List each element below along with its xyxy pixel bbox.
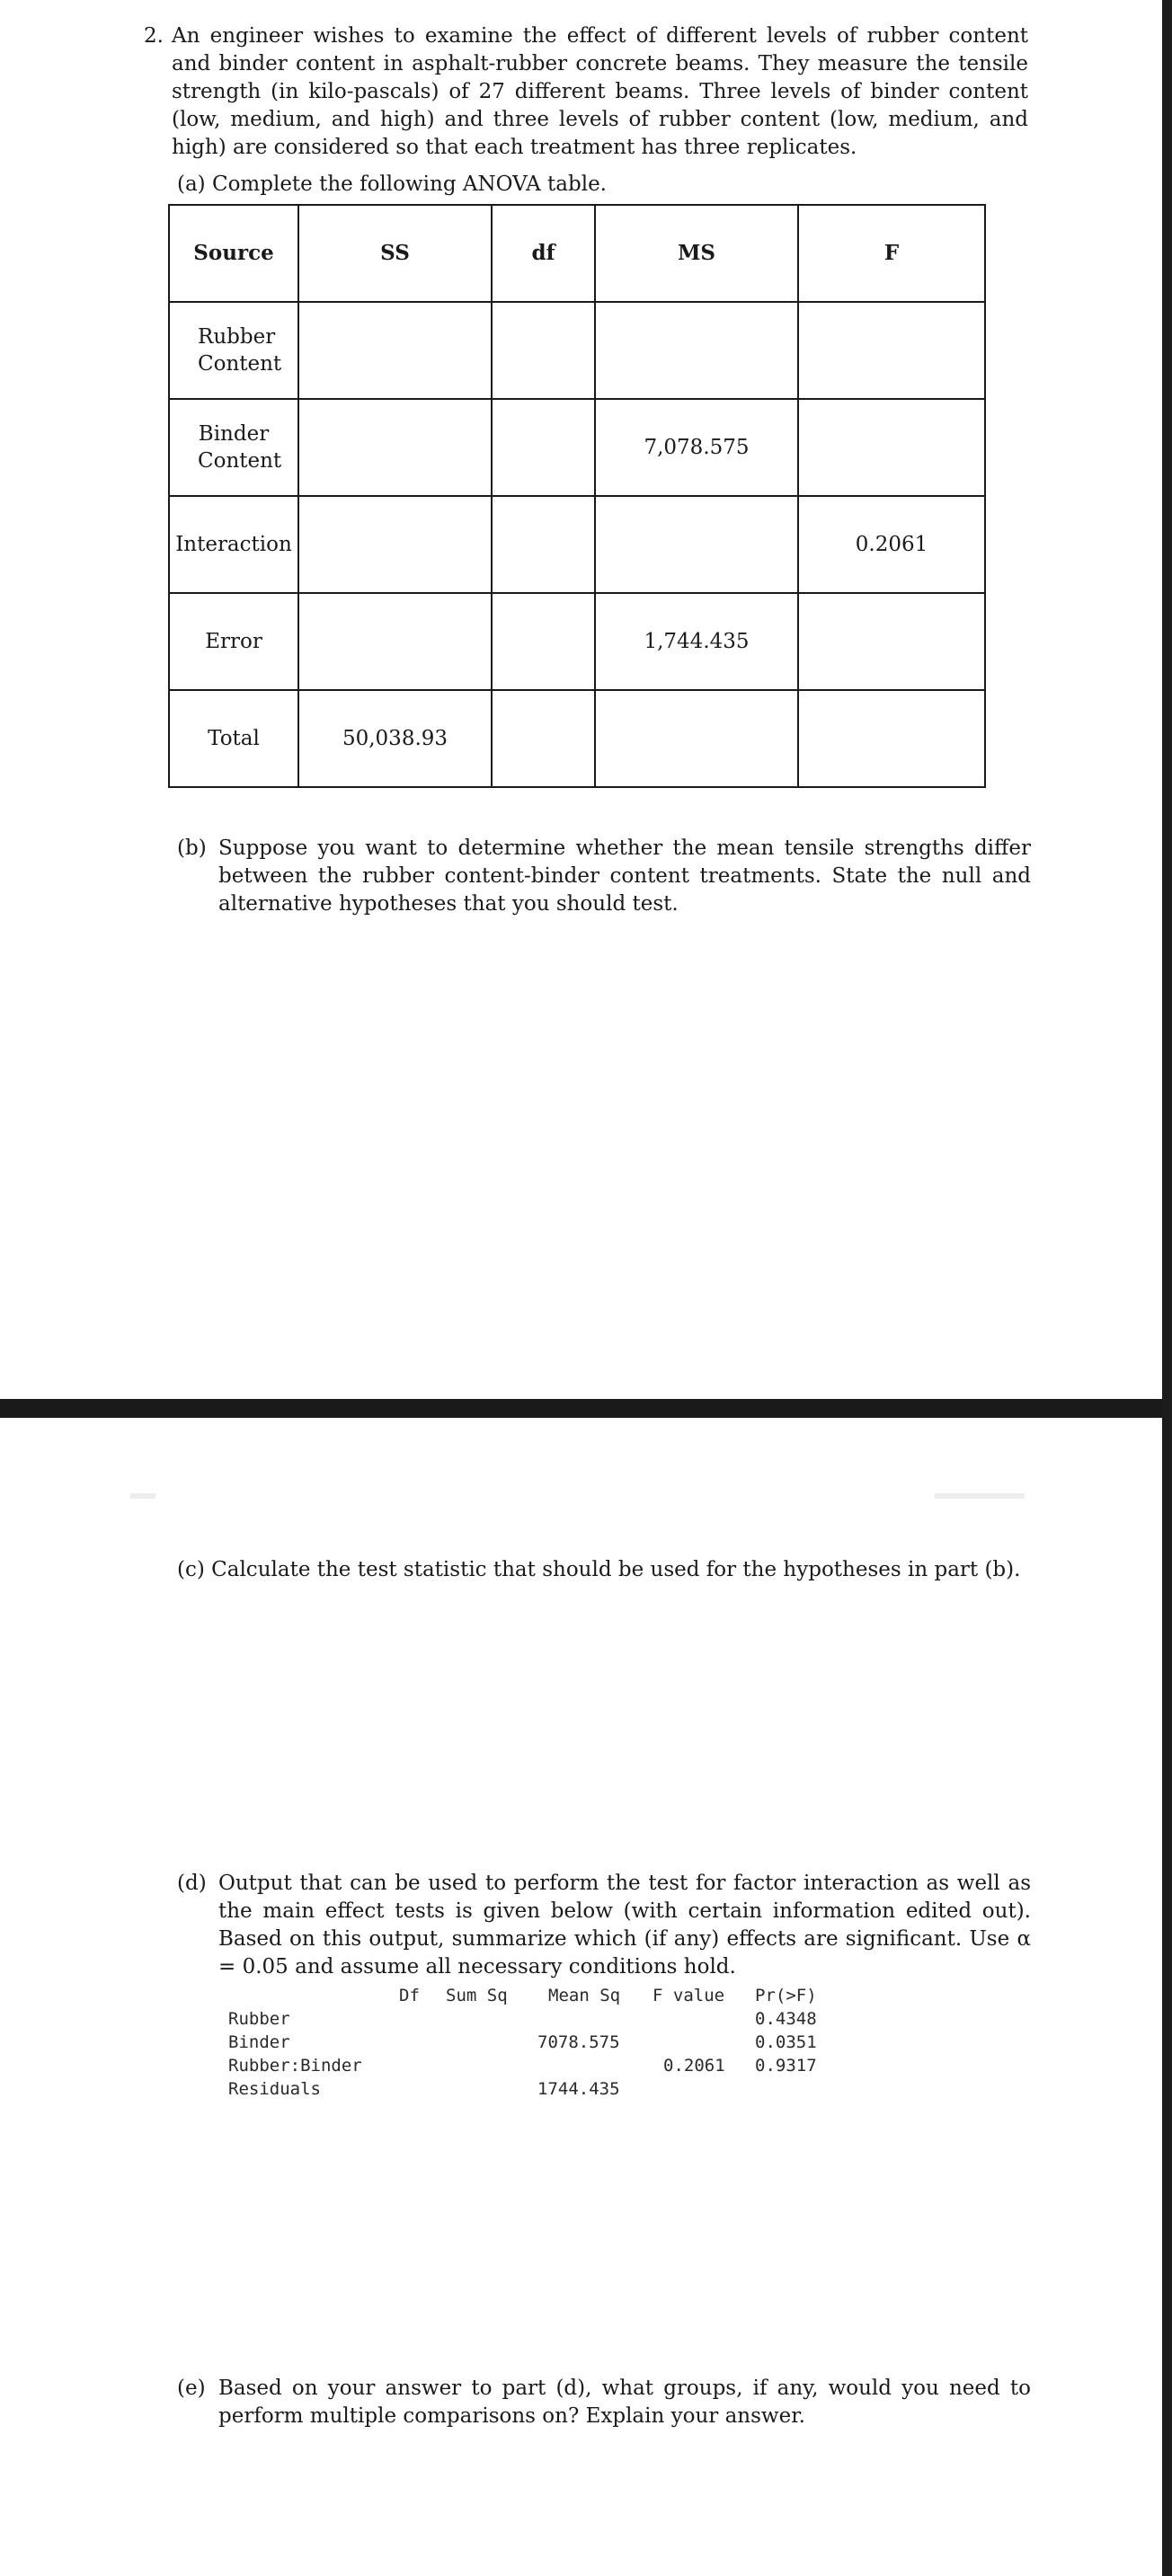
header-ms: MS <box>595 205 798 302</box>
part-a <box>177 171 607 199</box>
part-c <box>177 1556 1031 1584</box>
question-number: 2. <box>144 24 164 48</box>
output-header-sumsq: Sum Sq <box>446 1986 508 2005</box>
ms-cell: 7,078.575 <box>595 399 798 496</box>
f-cell <box>798 399 985 496</box>
output-row-fvalue: 0.2061 <box>663 2056 725 2076</box>
source-cell: Total <box>169 690 298 787</box>
ms-cell <box>595 496 798 593</box>
output-header-df: Df <box>399 1986 420 2005</box>
part-a-label: (a) <box>177 173 206 196</box>
source-cell <box>169 399 298 496</box>
ss-cell <box>298 399 492 496</box>
output-header-fvalue: F value <box>653 1986 725 2005</box>
output-header-pr: Pr(>F) <box>755 1986 817 2005</box>
header-source: Source <box>169 205 298 302</box>
part-b-text: Suppose you want to determine whether the mean tensile strengths differ between the rubber content-binder content treatments. State the null and alternative hypotheses that you should test. <box>218 837 1031 916</box>
header-f: F <box>798 205 985 302</box>
source-cell: Interaction <box>169 496 298 593</box>
ss-cell: 50,038.93 <box>298 690 492 787</box>
table-row <box>169 690 985 787</box>
df-cell <box>492 690 595 787</box>
header-df: df <box>492 205 595 302</box>
f-cell <box>798 690 985 787</box>
output-row-p: 0.0351 <box>755 2032 817 2052</box>
source-cell <box>169 302 298 399</box>
output-header-meansq: Mean Sq <box>548 1986 621 2005</box>
f-cell <box>798 302 985 399</box>
ms-cell <box>595 690 798 787</box>
source-cell: Error <box>169 593 298 690</box>
output-row-p: 0.4348 <box>755 2009 817 2029</box>
df-cell <box>492 399 595 496</box>
f-cell <box>798 593 985 690</box>
output-row-name: Residuals <box>228 2079 321 2099</box>
f-cell: 0.2061 <box>798 496 985 593</box>
part-e-text: Based on your answer to part (d), what groups, if any, would you need to perform multiple comparisons on? Explain your answer. <box>218 2377 1031 2428</box>
df-cell <box>492 496 595 593</box>
anova-header-row <box>169 205 985 302</box>
ms-cell: 1,744.435 <box>595 593 798 690</box>
table-row <box>169 399 985 496</box>
ss-cell <box>298 593 492 690</box>
output-row-name: Rubber <box>228 2009 290 2029</box>
question-text: An engineer wishes to examine the effect of different levels of rubber content and binder content in asphalt-rubber concrete beams. They measure the tensile strength (in kilo-pascals) of 27 different beams. Three levels of binder content (low, medium, and high) and three levels of rubber content (low, medium, and high) are considered so that each treatment has three replicates. <box>172 24 1028 159</box>
part-b-label: (b) <box>177 837 207 860</box>
df-cell <box>492 302 595 399</box>
scan-artifact <box>935 1493 1025 1499</box>
output-row-meansq: 7078.575 <box>537 2032 620 2052</box>
part-d-label: (d) <box>177 1872 207 1895</box>
output-row-meansq: 1744.435 <box>537 2079 620 2099</box>
table-row <box>169 496 985 593</box>
header-ss: SS <box>298 205 492 302</box>
table-row <box>169 593 985 690</box>
part-c-label: (c) <box>177 1558 205 1581</box>
ss-cell <box>298 302 492 399</box>
ss-cell <box>298 496 492 593</box>
table-row <box>169 302 985 399</box>
source-label: Rubber Content <box>198 325 282 376</box>
ms-cell <box>595 302 798 399</box>
part-e-label: (e) <box>177 2377 206 2400</box>
anova-table <box>168 204 986 788</box>
part-a-text: Complete the following ANOVA table. <box>211 173 607 196</box>
scan-artifact <box>130 1493 155 1499</box>
source-label: Binder Content <box>198 422 282 473</box>
df-cell <box>492 593 595 690</box>
output-row-p: 0.9317 <box>755 2056 817 2076</box>
scan-edge-shadow <box>1162 0 1172 2576</box>
part-c-text: Calculate the test statistic that should be used for the hypotheses in part (b). <box>211 1558 1021 1581</box>
output-row-name: Binder <box>228 2032 290 2052</box>
part-d-text: Output that can be used to perform the test for factor interaction as well as the main effect tests is given below (with certain information edited out). Based on this output, summarize which (if any) effects are significant. Use α = 0.05 and assume all necessary conditions hold. <box>218 1872 1031 1978</box>
output-row-name: Rubber:Binder <box>228 2056 362 2076</box>
